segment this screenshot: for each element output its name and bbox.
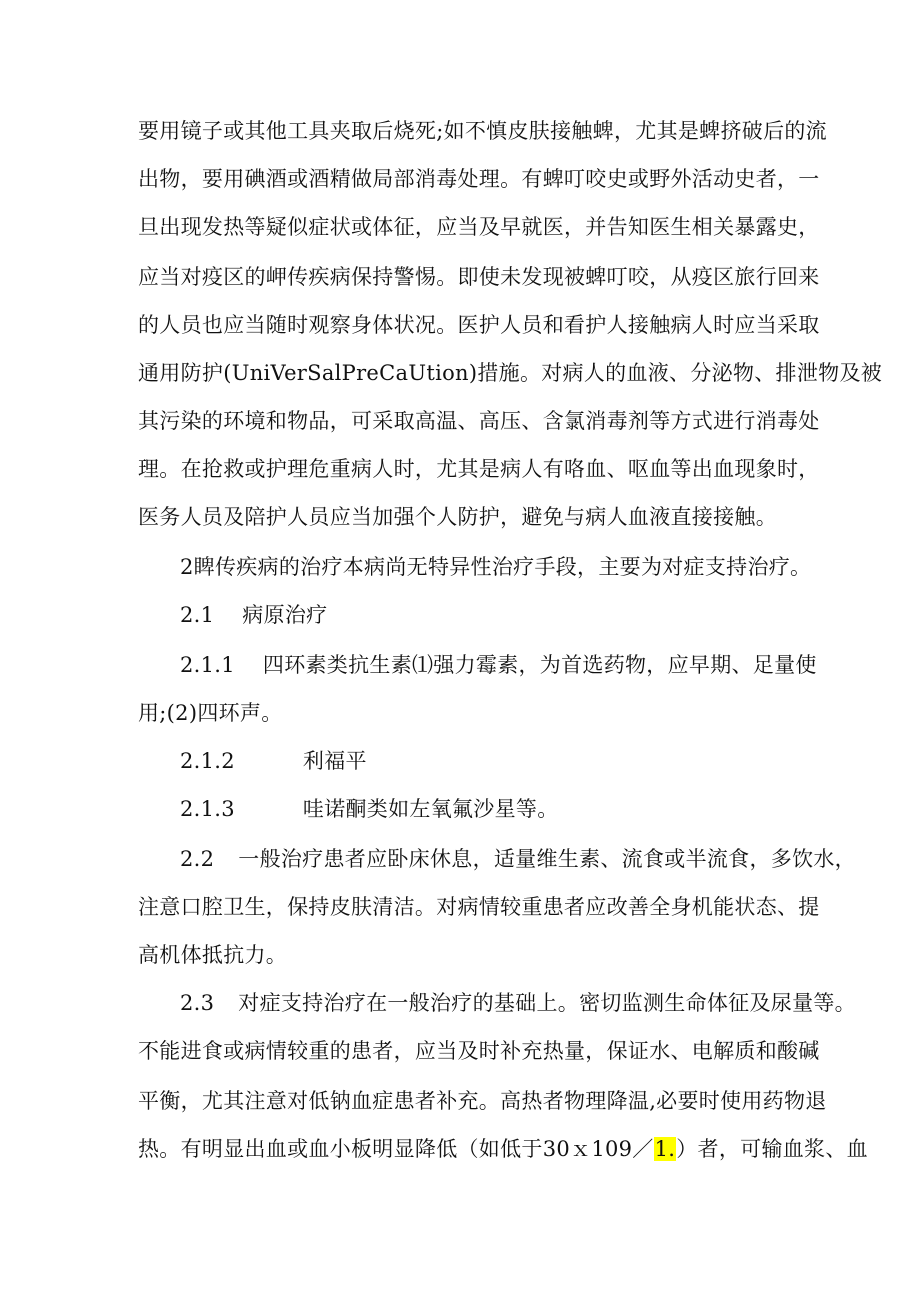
section-2-3-line-3: 平衡，尤其注意对低钠血症患者补充。高热者物理降温,必要时使用药物退 <box>138 1089 827 1113</box>
section-2-1-title: 病原治疗 <box>242 603 328 627</box>
section-2-1-1-line-2: 用;(2)四环声。 <box>138 701 283 725</box>
section-2-1-1-text: 四环素类抗生素⑴强力霉素，为首选药物，应早期、足量使 <box>262 653 817 677</box>
section-2-2-line-1 <box>180 844 856 874</box>
paragraph-1-line-6: 通用防护(UniVerSalPreCaUtion)措施。对病人的血液、分泌物、排泄物及被 <box>138 361 883 385</box>
section-2-1-1-number: 2.1.1 <box>180 653 235 677</box>
paragraph-1-line-7: 其污染的环境和物品，可采取高温、高压、含氯消毒剂等方式进行消毒处 <box>138 409 820 433</box>
section-2-3-text: 对症支持治疗在一般治疗的基础上。密切监测生命体征及尿量等。 <box>238 991 856 1015</box>
paragraph-1-line-1: 要用镜子或其他工具夹取后烧死;如不慎皮肤接触蜱，尤其是蜱挤破后的流 <box>138 119 827 143</box>
section-2-1-heading <box>180 600 327 630</box>
highlighted-text: 1. <box>654 1137 676 1161</box>
section-2-1-2-number: 2.1.2 <box>180 749 235 773</box>
section-2-2-line-3: 高机体抵抗力。 <box>138 943 288 967</box>
section-2-3-line-4-before: 热。有明显出血或血小板明显降低（如低于30ｘ109／ <box>138 1137 654 1161</box>
section-2-2-text: 一般治疗患者应卧床休息，适量维生素、流食或半流食，多饮水， <box>238 847 856 871</box>
section-2-1-3 <box>180 794 559 824</box>
section-2-1-2-text: 利福平 <box>302 749 367 773</box>
section-2-1-3-text: 哇诺酮类如左氧氟沙星等。 <box>302 797 559 821</box>
section-2-3-line-2: 不能进食或病情较重的患者，应当及时补充热量，保证水、电解质和酸碱 <box>138 1039 820 1063</box>
paragraph-1-line-8: 理。在抢救或护理危重病人时，尤其是病人有咯血、呕血等出血现象时， <box>138 457 820 481</box>
section-2-2-line-2: 注意口腔卫生，保持皮肤清洁。对病情较重患者应改善全身机能状态、提 <box>138 895 820 919</box>
section-2-2-number: 2.2 <box>180 847 215 871</box>
section-2-heading: 2睥传疾病的治疗本病尚无特异性治疗手段，主要为对症支持治疗。 <box>180 555 812 579</box>
section-2-1-number: 2.1 <box>180 603 215 627</box>
section-2-1-2 <box>180 746 367 776</box>
paragraph-1-line-9: 医务人员及陪护人员应当加强个人防护，避免与病人血液直接接触。 <box>138 505 777 529</box>
section-2-3-line-4 <box>138 1134 868 1164</box>
section-2-3-line-1 <box>180 988 856 1018</box>
section-2-3-number: 2.3 <box>180 991 215 1015</box>
section-2-1-1-line-1 <box>180 650 817 680</box>
paragraph-1-line-5: 的人员也应当随时观察身体状况。医护人员和看护人接触病人时应当采取 <box>138 313 820 337</box>
paragraph-1-line-2: 出物，要用碘酒或酒精做局部消毒处理。有蜱叮咬史或野外活动史者，一 <box>138 167 820 191</box>
paragraph-1-line-4: 应当对疫区的岬传疾病保持警惕。即使未发现被蜱叮咬，从疫区旅行回来 <box>138 265 820 289</box>
paragraph-1-line-3: 旦出现发热等疑似症状或体征，应当及早就医，并告知医生相关暴露史， <box>138 215 820 239</box>
section-2-1-3-number: 2.1.3 <box>180 797 235 821</box>
section-2-3-line-4-after: ）者，可输血浆、血 <box>676 1137 868 1161</box>
